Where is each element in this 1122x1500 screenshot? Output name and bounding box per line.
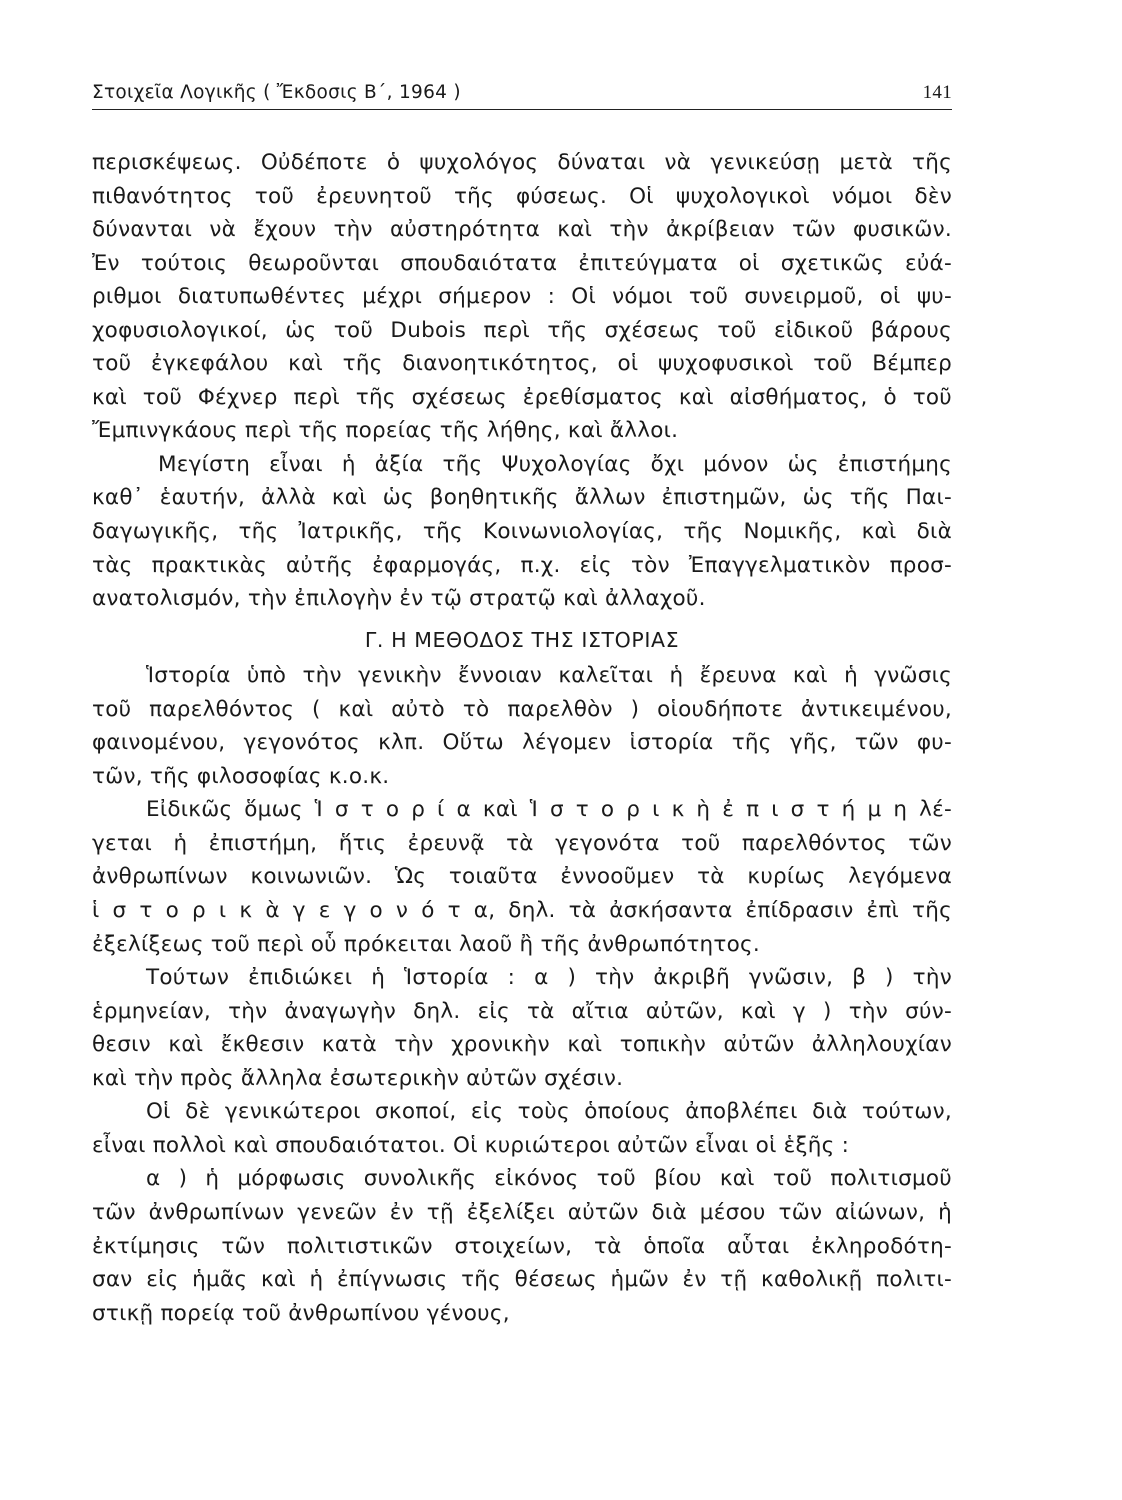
text-line: ἐκτίμησις τῶν πολιτιστικῶν στοιχείων, τὰ ὁποῖα αὗται ἐκληροδότη- (92, 1233, 952, 1259)
text-line: γεται ἡ ἐπιστήμη, ἥτις ἐρευνᾷ τὰ γεγονότα τοῦ παρελθόντος τῶν (92, 830, 952, 856)
text-line: Ἔμπινγκάους περὶ τῆς πορείας τῆς λήθης, καὶ ἄλλοι. (92, 418, 679, 444)
section-heading: Γ. Η ΜΕΘΟΔΟΣ ΤΗΣ ΙΣΤΟΡΙΑΣ (364, 627, 680, 652)
text-line: Εἰδικῶς ὅμως Ἱ σ τ ο ρ ί α καὶ Ἱ σ τ ο ρ ι κ ὴ ἐ π ι σ τ ή μ η λέ- (146, 797, 952, 823)
text-line: χοφυσιολογικοί, ὡς τοῦ Dubois περὶ τῆς σχέσεως τοῦ εἰδικοῦ βάρους (92, 317, 952, 343)
text-line: τὰς πρακτικὰς αὐτῆς ἐφαρμογάς, π.χ. εἰς τὸν Ἐπαγγελματικὸν προσ- (92, 552, 952, 578)
text-line: σαν εἰς ἡμᾶς καὶ ἡ ἐπίγνωσις τῆς θέσεως ἡμῶν ἐν τῇ καθολικῇ πολιτι- (92, 1267, 952, 1293)
text-line: τοῦ παρελθόντος ( καὶ αὐτὸ τὸ παρελθὸν ) οἱουδήποτε ἀντικειμένου, (92, 696, 952, 722)
text-line: ἱ σ τ ο ρ ι κ ὰ γ ε γ ο ν ό τ α, δηλ. τὰ ἀσκήσαντα ἐπίδρασιν ἐπὶ τῆς (92, 898, 952, 924)
text-line: τῶν ἀνθρωπίνων γενεῶν ἐν τῇ ἐξελίξει αὐτῶν διὰ μέσου τῶν αἰώνων, ἡ (92, 1199, 952, 1225)
text-line: καὶ τοῦ Φέχνερ περὶ τῆς σχέσεως ἐρεθίσματος καὶ αἰσθήματος, ὁ τοῦ (92, 384, 952, 410)
text-line: τῶν, τῆς φιλοσοφίας κ.ο.κ. (92, 763, 390, 789)
text-line: τοῦ ἐγκεφάλου καὶ τῆς διανοητικότητος, οἱ ψυχοφυσικοὶ τοῦ Βέμπερ (92, 351, 952, 377)
paragraph (92, 1095, 952, 1162)
text-line: ἐξελίξεως τοῦ περὶ οὗ πρόκειται λαοῦ ἢ τῆς ἀνθρωπότητος. (92, 931, 760, 957)
text-line: δαγωγικῆς, τῆς Ἰατρικῆς, τῆς Κοινωνιολογίας, τῆς Νομικῆς, καὶ διὰ (92, 519, 952, 545)
text-line: καὶ τὴν πρὸς ἄλληλα ἐσωτερικὴν αὐτῶν σχέσιν. (92, 1065, 624, 1091)
body-text (92, 146, 952, 1330)
text-line: ριθμοι διατυπωθέντες μέχρι σήμερον : Οἱ νόμοι τοῦ συνειρμοῦ, οἱ ψυ- (92, 284, 952, 310)
text-line: θεσιν καὶ ἔκθεσιν κατὰ τὴν χρονικὴν καὶ τοπικὴν αὐτῶν ἀλληλουχίαν (92, 1032, 952, 1058)
paragraph (92, 1162, 952, 1330)
text-line: πιθανότητος τοῦ ἐρευνητοῦ τῆς φύσεως. Οἱ ψυχολογικοὶ νόμοι δὲν (92, 183, 952, 209)
document-page (92, 82, 952, 1330)
text-line: ανατολισμόν, τὴν ἐπιλογὴν ἐν τῷ στρατῷ καὶ ἀλλαχοῦ. (92, 586, 706, 612)
text-line: εἶναι πολλοὶ καὶ σπουδαιότατοι. Οἱ κυριώτεροι αὐτῶν εἶναι οἱ ἑξῆς : (92, 1132, 850, 1158)
text-line: καθ᾿ ἑαυτήν, ἀλλὰ καὶ ὡς βοηθητικῆς ἄλλων ἐπιστημῶν, ὡς τῆς Παι- (92, 485, 952, 511)
text-line: α ) ἡ μόρφωσις συνολικῆς εἰκόνος τοῦ βίου καὶ τοῦ πολιτισμοῦ (146, 1166, 952, 1192)
running-head-title: Στοιχεῖα Λογικῆς ( Ἔκδοσις Β΄, 1964 ) (92, 82, 461, 103)
text-line: περισκέψεως. Οὐδέποτε ὁ ψυχολόγος δύναται νὰ γενικεύσῃ μετὰ τῆς (92, 150, 952, 175)
page-number: 141 (922, 82, 952, 103)
text-line: Ἱστορία ὑπὸ τὴν γενικὴν ἔννοιαν καλεῖται ἡ ἔρευνα καὶ ἡ γνῶσις (146, 663, 952, 689)
text-line: δύνανται νὰ ἔχουν τὴν αὐστηρότητα καὶ τὴν ἀκρίβειαν τῶν φυσικῶν. (92, 217, 952, 243)
text-line: ἑρμηνείαν, τὴν ἀναγωγὴν δηλ. εἰς τὰ αἴτια αὐτῶν, καὶ γ ) τὴν σύν- (92, 998, 952, 1024)
text-line: φαινομένου, γεγονότος κλπ. Οὕτω λέγομεν ἱστορία τῆς γῆς, τῶν φυ- (92, 730, 952, 756)
text-line: ἀνθρωπίνων κοινωνιῶν. Ὡς τοιαῦτα ἐννοοῦμεν τὰ κυρίως λεγόμενα (92, 864, 952, 890)
running-head (92, 82, 952, 110)
paragraph (92, 961, 952, 1095)
text-line: Τούτων ἐπιδιώκει ἡ Ἱστορία : α ) τὴν ἀκριβῆ γνῶσιν, β ) τὴν (146, 965, 952, 991)
text-line: στικῇ πορείᾳ τοῦ ἀνθρωπίνου γένους, (92, 1300, 510, 1326)
paragraph (92, 659, 952, 793)
paragraph (92, 448, 952, 616)
text-line: Ἐν τούτοις θεωροῦνται σπουδαιότατα ἐπιτεύγματα οἱ σχετικῶς εὐά- (92, 250, 952, 276)
text-line: Μεγίστη εἶναι ἡ ἀξία τῆς Ψυχολογίας ὄχι μόνον ὡς ἐπιστήμης (158, 451, 952, 477)
text-line: Οἱ δὲ γενικώτεροι σκοποί, εἰς τοὺς ὁποίους ἀποβλέπει διὰ τούτων, (146, 1099, 952, 1125)
paragraph (92, 146, 952, 448)
paragraph (92, 793, 952, 961)
